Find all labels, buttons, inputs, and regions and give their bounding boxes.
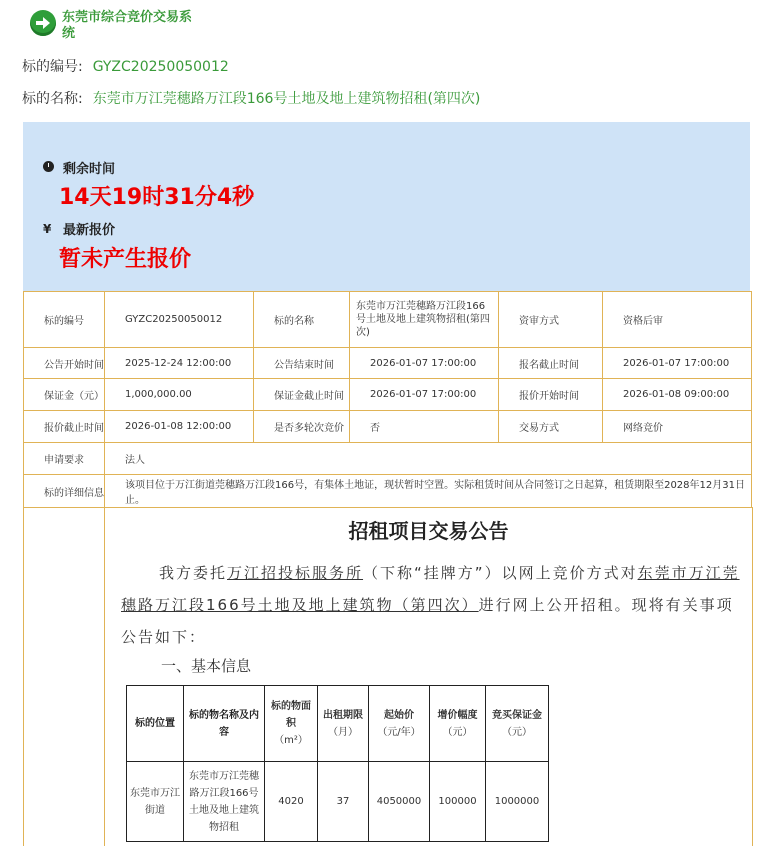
table-row <box>24 411 752 443</box>
cell-value: 否 <box>350 411 499 443</box>
cell-value: GYZC20250050012 <box>105 292 254 348</box>
auction-status-panel <box>23 122 750 291</box>
cell-increment: 100000 <box>430 762 486 842</box>
remaining-time-value: 14天19时31分4秒 <box>59 185 255 210</box>
col-header: 竞买保证金 （元） <box>486 686 549 762</box>
cell-value: 该项目位于万江街道莞穗路万江段166号，有集体土地证，现状暂时空置。实际租赁时间从合同签订之日起算，租赁期限至2028年12月31日止。 <box>105 475 752 508</box>
item-name-row <box>22 88 480 108</box>
notice-title: 招租项目交易公告 <box>348 519 509 543</box>
latest-price-label: 最新报价 <box>63 223 116 238</box>
cell-value: 2026-01-08 12:00:00 <box>105 411 254 443</box>
cell-value: 2026-01-07 17:00:00 <box>603 348 752 379</box>
col-header: 增价幅度 （元） <box>430 686 486 762</box>
item-code-row <box>22 56 229 76</box>
cell-area: 4020 <box>265 762 318 842</box>
cell-value: 2025-12-24 12:00:00 <box>105 348 254 379</box>
brand-name: 东莞市综合竞价交易系统 <box>62 10 193 41</box>
cell-label: 报名截止时间 <box>499 348 603 379</box>
notice-paragraph: 我方委托万江招投标服务所（下称“挂牌方”）以网上竞价方式对东莞市万江莞穗路万江段166号土地及地上建筑物（第四次）进行网上公开招租。现将有关事项公告如下： <box>121 564 740 646</box>
table-row <box>24 475 752 508</box>
cell-label: 保证金截止时间 <box>254 379 350 411</box>
col-header: 出租期限 （月） <box>318 686 369 762</box>
cell-value: 网络竞价 <box>603 411 752 443</box>
cell-label: 标的详细信息 <box>24 475 105 508</box>
remaining-time-label: 剩余时间 <box>63 162 116 177</box>
latest-price-value: 暂未产生报价 <box>59 247 192 272</box>
col-header: 起始价 （元/年） <box>369 686 430 762</box>
item-name-label: 标的名称: <box>22 91 83 107</box>
arrow-right-icon <box>30 10 56 36</box>
cell-start-price: 4050000 <box>369 762 430 842</box>
table-row <box>127 762 549 842</box>
latest-price-label-row <box>43 219 115 238</box>
cell-label: 保证金（元） <box>24 379 105 411</box>
cell-label: 资审方式 <box>499 292 603 348</box>
clock-icon <box>43 161 54 172</box>
item-name-value: 东莞市万江莞穗路万江段166号土地及地上建筑物招租(第四次) <box>92 91 481 107</box>
table-row <box>24 292 752 348</box>
cell-label: 是否多轮次竞价 <box>254 411 350 443</box>
remaining-time-label-row <box>43 158 115 177</box>
item-code-value: GYZC20250050012 <box>92 59 229 75</box>
cell-label: 交易方式 <box>499 411 603 443</box>
brand-logo[interactable] <box>30 10 192 42</box>
table-row <box>24 443 752 475</box>
item-info-table <box>23 291 752 508</box>
cell-label: 公告结束时间 <box>254 348 350 379</box>
table-header-row <box>127 686 549 762</box>
cell-label: 报价开始时间 <box>499 379 603 411</box>
cell-value: 2026-01-08 09:00:00 <box>603 379 752 411</box>
cell-value: 资格后审 <box>603 292 752 348</box>
cell-label: 申请要求 <box>24 443 105 475</box>
section-heading: 一、基本信息 <box>161 657 252 675</box>
notice-left-column <box>23 507 105 846</box>
col-header: 标的物面积 （m²） <box>265 686 318 762</box>
cell-value: 2026-01-07 17:00:00 <box>350 379 499 411</box>
col-header: 标的位置 <box>127 686 184 762</box>
notice-content <box>104 507 753 846</box>
table-row <box>24 348 752 379</box>
cell-value: 东莞市万江莞穗路万江段166号土地及地上建筑物招租(第四次) <box>350 292 499 348</box>
cell-value: 法人 <box>105 443 752 475</box>
cell-label: 公告开始时间 <box>24 348 105 379</box>
item-code-label: 标的编号: <box>22 59 83 75</box>
table-row <box>24 379 752 411</box>
cell-label: 标的编号 <box>24 292 105 348</box>
cell-location: 东莞市万江街道 <box>127 762 184 842</box>
basic-info-table <box>126 685 549 842</box>
cell-label: 报价截止时间 <box>24 411 105 443</box>
col-header: 标的物名称及内容 <box>184 686 265 762</box>
cell-item-name: 东莞市万江莞穗路万江段166号土地及地上建筑物招租 <box>184 762 265 842</box>
cell-value: 2026-01-07 17:00:00 <box>350 348 499 379</box>
cell-term: 37 <box>318 762 369 842</box>
cell-value: 1,000,000.00 <box>105 379 254 411</box>
yen-icon: ¥ <box>43 221 52 236</box>
cell-label: 标的名称 <box>254 292 350 348</box>
cell-deposit: 1000000 <box>486 762 549 842</box>
